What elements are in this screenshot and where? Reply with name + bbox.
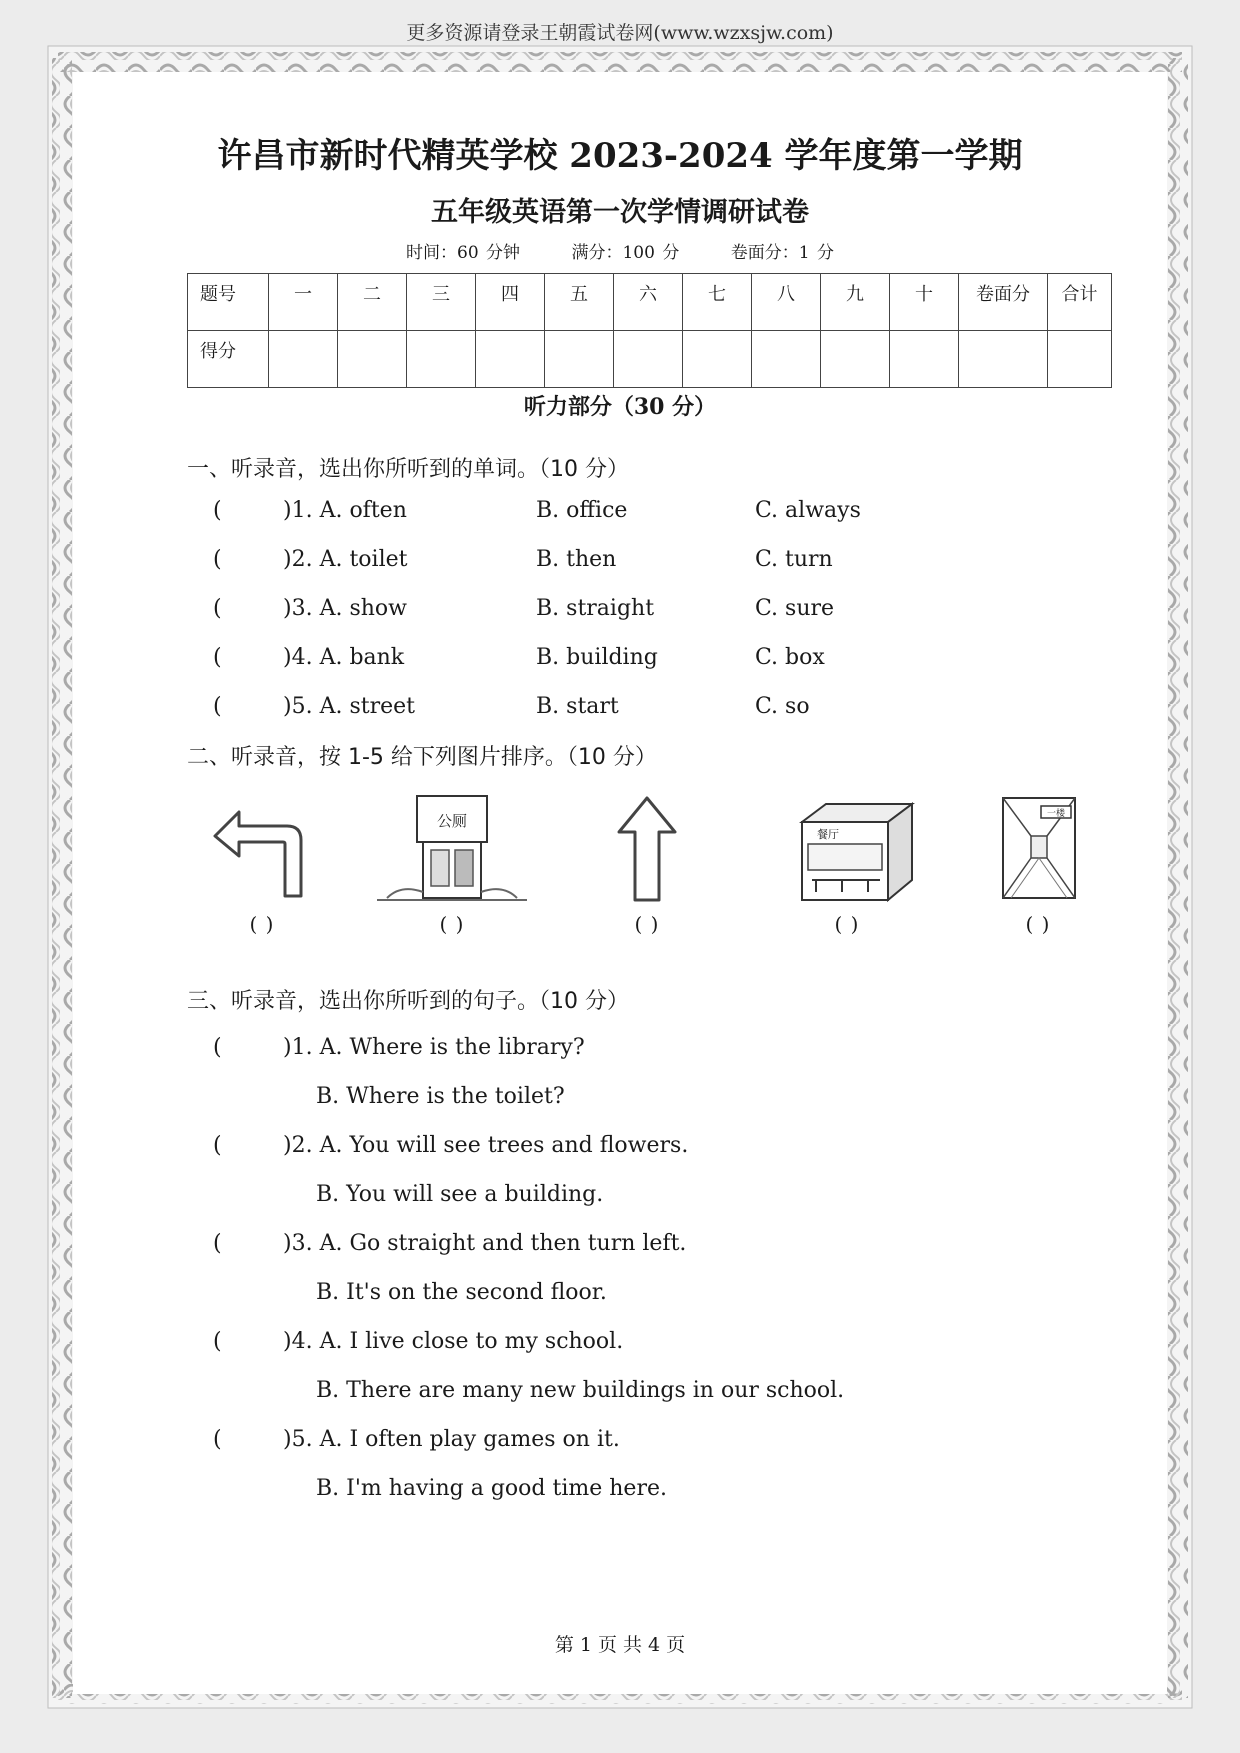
straight-arrow-icon [562,788,732,908]
sentence-option-b: B. You will see a building. [316,1182,604,1207]
option-a: )1. A. often [283,498,407,523]
score-input-cell[interactable] [407,331,476,388]
corridor-sign-text: 一楼 [1046,809,1066,819]
option-a: )2. A. toilet [283,547,408,572]
option-c: C. so [755,694,810,719]
score-cell: 五 [545,274,614,331]
exam-subtitle: 五年级英语第一次学情调研试卷 [431,197,809,228]
answer-blank[interactable]: ( [213,1035,222,1060]
answer-blank[interactable]: ( [213,498,222,523]
sentence-option-b: B. It's on the second floor. [316,1280,607,1305]
score-table [187,273,1112,388]
score-input-cell[interactable] [752,331,821,388]
score-cell: 题号 [188,274,269,331]
score-cell: 一 [269,274,338,331]
exam-page-score: 卷面分：1 分 [730,243,834,263]
score-cell: 七 [683,274,752,331]
answer-blank[interactable]: ( [213,596,222,621]
picture-slot [762,788,932,958]
option-b: B. building [536,645,658,670]
score-input-cell[interactable] [614,331,683,388]
sentence-option-a: )5. A. I often play games on it. [283,1427,620,1452]
option-c: C. sure [755,596,835,621]
option-a: )5. A. street [283,694,415,719]
page-footer: 第 1 页 共 4 页 [554,1634,686,1656]
dining-sign-text: 餐厅 [817,828,839,841]
option-a: )3. A. show [283,596,407,621]
picture-order-blank[interactable]: ( ) [634,912,660,936]
picture-order-blank[interactable]: ( ) [439,912,465,936]
answer-blank[interactable]: ( [213,1329,222,1354]
option-b: B. straight [536,596,655,621]
picture-slot [953,788,1123,958]
score-cell: 卷面分 [959,274,1048,331]
sentence-option-a: )2. A. You will see trees and flowers. [283,1133,689,1158]
score-input-cell[interactable] [821,331,890,388]
section1-heading: 一、听录音，选出你所听到的单词。（10 分） [187,457,629,482]
score-cell: 八 [752,274,821,331]
score-input-cell[interactable] [683,331,752,388]
picture-slot [562,788,732,958]
picture-slot [177,788,347,958]
section2-heading: 二、听录音，按 1-5 给下列图片排序。（10 分） [187,745,657,770]
score-table-header-row [188,274,1112,331]
exam-meta [73,238,1167,263]
option-c: C. always [755,498,861,523]
toilet-sign-text: 公厕 [436,812,468,830]
sentence-option-a: )3. A. Go straight and then turn left. [283,1231,687,1256]
answer-blank[interactable]: ( [213,1427,222,1452]
exam-time: 时间：60 分钟 [406,243,521,263]
score-cell: 十 [890,274,959,331]
score-input-cell[interactable] [476,331,545,388]
picture-slot [367,788,537,958]
option-a: )4. A. bank [283,645,405,670]
score-cell: 六 [614,274,683,331]
turn-left-arrow-icon [177,788,347,908]
sentence-option-b: B. Where is the toilet? [316,1084,565,1109]
score-row-label: 得分 [188,331,269,388]
corridor-icon [953,788,1123,908]
answer-blank[interactable]: ( [213,1231,222,1256]
score-input-cell[interactable] [269,331,338,388]
score-input-cell[interactable] [890,331,959,388]
score-cell: 四 [476,274,545,331]
answer-blank[interactable]: ( [213,1133,222,1158]
section3-heading: 三、听录音，选出你所听到的句子。（10 分） [187,989,629,1014]
score-input-cell[interactable] [545,331,614,388]
score-cell: 九 [821,274,890,331]
score-input-cell[interactable] [959,331,1048,388]
watermark-text: 更多资源请登录王朝霞试卷网(www.wzxsjw.com) [406,22,834,44]
listening-part-title: 听力部分（30 分） [523,394,717,420]
picture-order-blank[interactable]: ( ) [1025,912,1051,936]
option-b: B. office [536,498,628,523]
answer-blank[interactable]: ( [213,694,222,719]
sentence-option-b: B. I'm having a good time here. [316,1476,667,1501]
picture-order-blank[interactable]: ( ) [249,912,275,936]
option-c: C. box [755,645,825,670]
sentence-option-a: )1. A. Where is the library? [283,1035,585,1060]
exam-full-score: 满分：100 分 [571,243,680,263]
exam-title: 许昌市新时代精英学校 2023-2024 学年度第一学期 [217,136,1023,176]
option-c: C. turn [755,547,833,572]
score-input-cell[interactable] [1048,331,1112,388]
score-cell: 三 [407,274,476,331]
exam-page [73,72,1167,1694]
score-cell: 合计 [1048,274,1112,331]
answer-blank[interactable]: ( [213,547,222,572]
score-table-score-row [188,331,1112,388]
option-b: B. start [536,694,619,719]
score-cell: 二 [338,274,407,331]
sentence-option-a: )4. A. I live close to my school. [283,1329,624,1354]
score-input-cell[interactable] [338,331,407,388]
option-b: B. then [536,547,617,572]
public-toilet-icon [367,788,537,908]
dining-hall-icon [762,788,932,908]
answer-blank[interactable]: ( [213,645,222,670]
sentence-option-b: B. There are many new buildings in our school. [316,1378,845,1403]
picture-order-blank[interactable]: ( ) [834,912,860,936]
picture-strip [177,788,1123,958]
